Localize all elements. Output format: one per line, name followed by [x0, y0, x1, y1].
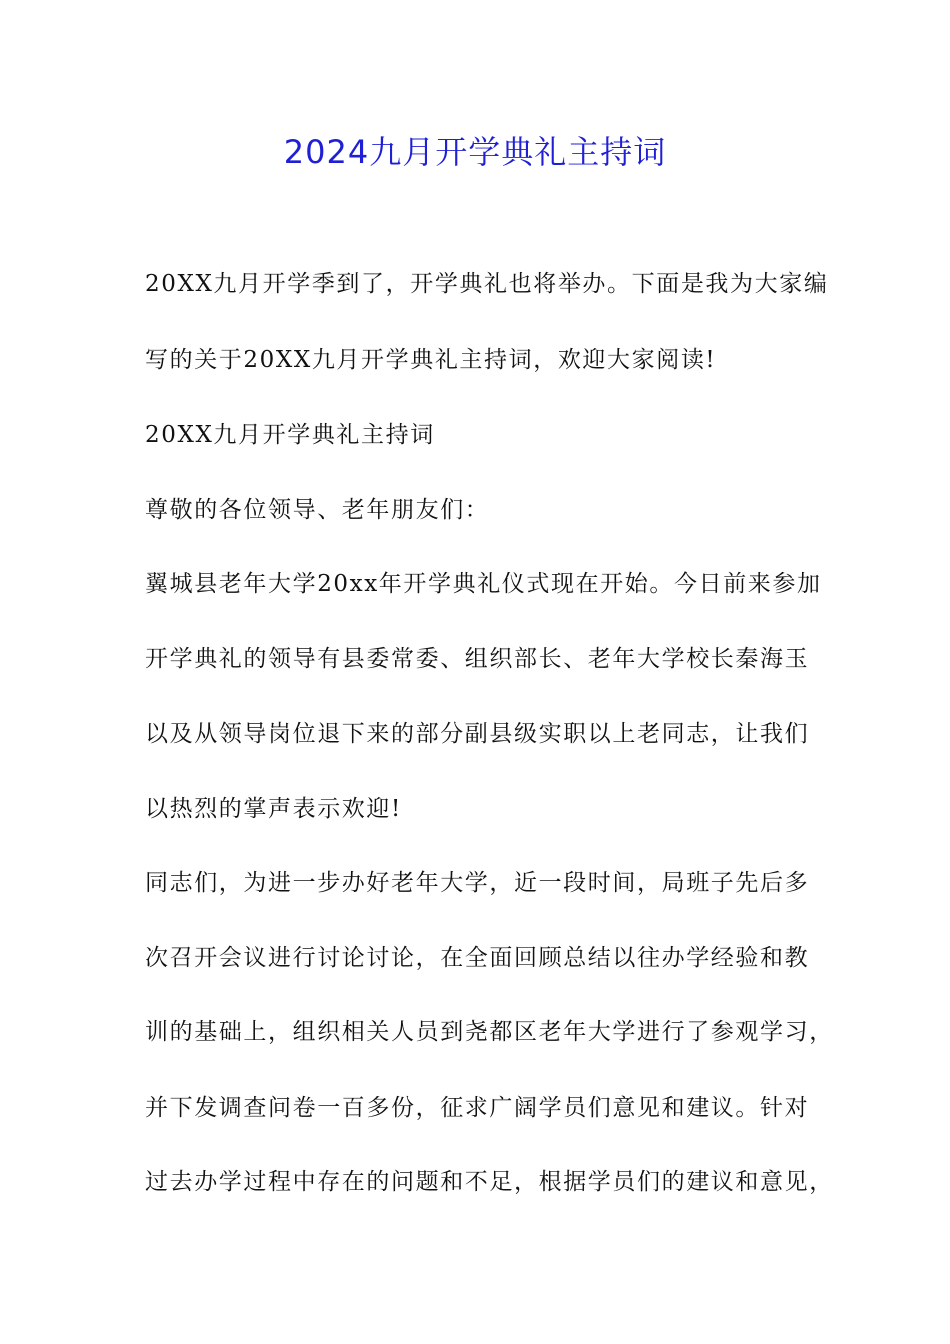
salutation-line: 尊敬的各位领导、老年朋友们： — [145, 497, 490, 523]
section-heading: 20XX九月开学典礼主持词 — [145, 422, 435, 448]
paragraph-line-11: 训的基础上，组织相关人员到尧都区老年大学进行了参观学习， — [145, 1019, 834, 1045]
paragraph-line-8: 以热烈的掌声表示欢迎! — [145, 796, 402, 822]
paragraph-line-7: 以及从领导岗位退下来的部分副县级实职以上老同志，让我们 — [145, 721, 810, 747]
paragraph-line-10: 次召开会议进行讨论讨论，在全面回顾总结以往办学经验和教 — [145, 945, 810, 971]
paragraph-line-12: 并下发调查问卷一百多份，征求广阔学员们意见和建议。针对 — [145, 1095, 810, 1121]
paragraph-line-6: 开学典礼的领导有县委常委、组织部长、老年大学校长秦海玉 — [145, 646, 810, 672]
document-title: 2024九月开学典礼主持词 — [283, 133, 667, 171]
paragraph-line-9: 同志们，为进一步办好老年大学，近一段时间，局班子先后多 — [145, 870, 810, 896]
paragraph-line-2: 写的关于20XX九月开学典礼主持词，欢迎大家阅读! — [145, 347, 717, 373]
paragraph-line-1: 20XX九月开学季到了，开学典礼也将举办。下面是我为大家编 — [145, 271, 829, 297]
paragraph-line-5: 翼城县老年大学20xx年开学典礼仪式现在开始。今日前来参加 — [145, 571, 822, 597]
paragraph-line-13: 过去办学过程中存在的问题和不足，根据学员们的建议和意见， — [145, 1169, 834, 1195]
